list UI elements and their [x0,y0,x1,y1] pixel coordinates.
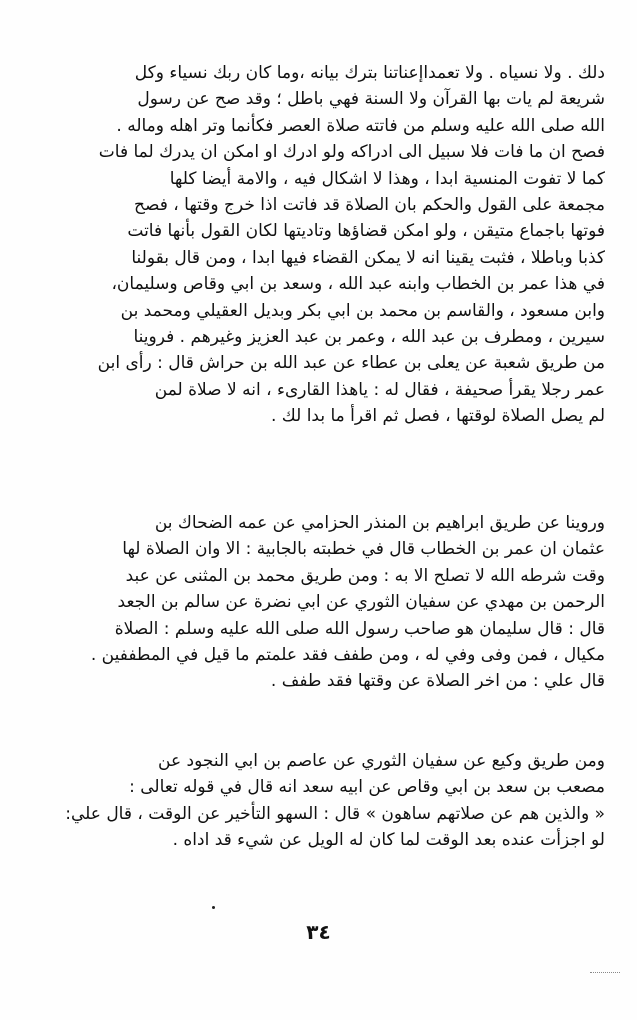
scan-edge-mark [590,972,620,975]
page-number: ٣٤ [306,920,331,944]
text-line: « والذين هم عن صلاتهم ساهون » قال : السهو التأخير عن الوقت ، قال علي: [65,803,605,824]
text-line: شريعة لم يات بها القرآن ولا السنة فهي باطل ؛ وقد صح عن رسول [137,89,605,110]
text-line: قال علي : من اخر الصلاة عن وقتها فقد طفف . [270,671,605,692]
paragraph-1 [30,60,605,429]
text-line: قال : قال سليمان هو صاحب رسول الله صلى الله عليه وسلم : الصلاة [114,618,605,639]
text-line: فوتها باجماع متيقن ، ولو امكن قضاؤها وتاديتها لكان القول بأنها فاتت [127,221,605,242]
text-line: وروينا عن طريق ابراهيم بن المنذر الحزامي عن عمه الضحاك بن [154,513,605,533]
text-line: لو اجزأت عنده بعد الوقت لما كان له الويل عن شيء قد اداه . [172,830,605,851]
text-line: مصعب بن سعد بن ابي وقاص عن ابيه سعد انه قال في قوله تعالى : [129,777,605,798]
text-line: لم يصل الصلاة لوقتها ، فصل ثم اقرأ ما بدا لك . [270,406,605,427]
text-line: ومن طريق وكيع عن سفيان الثوري عن عاصم بن ابي النجود عن [158,751,605,771]
scan-speck [212,906,215,909]
paragraph-3 [30,748,605,854]
text-line: كما لا تفوت المنسية ابدا ، وهذا لا اشكال فيه ، والامة أيضا كلها [169,168,605,189]
text-line: سيرين ، ومطرف بن عبد الله ، وعمر بن عبد العزيز وغيرهم . فروينا [133,326,605,347]
text-line: عمر رجلا يقرأ صحيفة ، فقال له : ياهذا القارىء ، انه لا صلاة لمن [154,379,605,400]
paragraph-2 [30,510,605,695]
text-line: مكيال ، فمن وفى وفي له ، ومن طفف فقد علمتم ما قيل في المطففين . [90,644,605,665]
text-line: وقت شرطه الله لا تصلح الا به : ومن طريق محمد بن المثنى عن عبد [125,565,605,586]
text-line: في هذا عمر بن الخطاب وابنه عبد الله ، وسعد بن ابي وقاص وسليمان، [111,274,605,295]
text-line: وابن مسعود ، والقاسم بن محمد بن ابي بكر وبديل العقيلي ومحمد بن [120,300,605,321]
text-line: الرحمن بن مهدي عن سفيان الثوري عن ابي نضرة عن سالم بن الجعد [117,592,605,613]
text-line: الله صلى الله عليه وسلم من فاتته صلاة العصر فكأنما وتر اهله وماله . [116,115,605,136]
text-line: مجمعة على القول والحكم بان الصلاة قد فاتت اذا خرج وقتها ، فصح [134,194,605,215]
text-line: من طريق شعبة عن يعلى بن عطاء عن عبد الله بن حراش قال : رأى ابن [97,353,605,374]
text-line: فصح ان ما فات فلا سبيل الى ادراكه ولو ادرك او امكن ان يدرك لما فات [98,142,605,163]
text-line: كذبا وباطلا ، فثبت يقينا انه لا يمكن القضاء فيها ابدا ، ومن قال بقولنا [131,247,605,268]
text-line: عثمان ان عمر بن الخطاب قال في خطبته بالجابية : الا وان الصلاة لها [122,539,605,560]
text-line: دلك . ولا نسياه . ولا تعمداإعناتنا بترك بيانه ،وما كان ربك نسياء وكل [134,63,605,83]
